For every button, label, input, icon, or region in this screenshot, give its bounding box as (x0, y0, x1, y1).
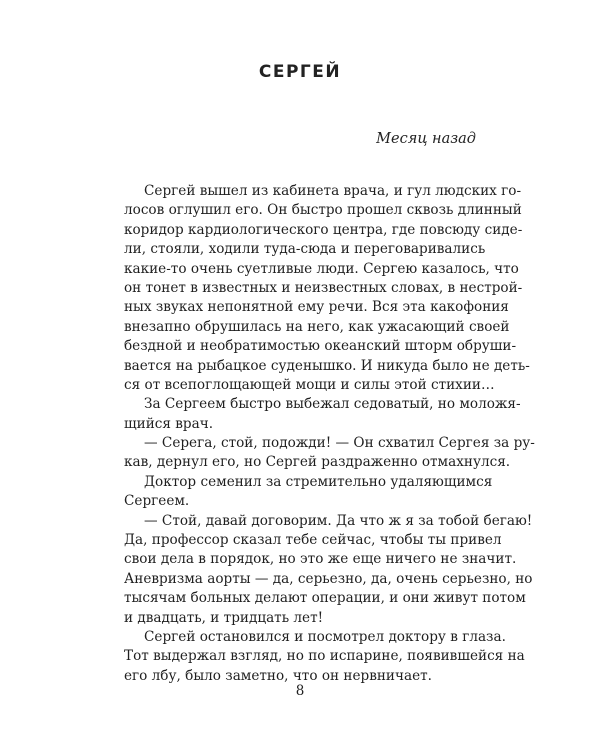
text-line: он тонет в известных и неизвестных словах, в нестрой- (124, 279, 523, 296)
page-number: 8 (295, 683, 305, 699)
text-line: тысячам больных делают операции, и они живут потом (124, 590, 526, 607)
text-line: вается на рыбацкое суденышко. И никуда было не деть- (124, 357, 530, 374)
body-text (124, 182, 535, 686)
text-line: щийся врач. (124, 415, 214, 432)
text-line: Сергеем. (124, 493, 190, 510)
paragraph (124, 628, 525, 686)
text-line: ли, стояли, ходили туда-сюда и переговаривались (124, 241, 486, 258)
paragraph (124, 473, 493, 512)
text-line: Да, профессор сказал тебе сейчас, чтобы ты привел (124, 532, 502, 549)
text-line: кав, дернул его, но Сергей раздраженно отмахнулся. (124, 454, 511, 471)
text-line: внезапно обрушилась на него, как ужасающий своей (124, 318, 510, 335)
text-line: Сергей остановился и посмотрел доктору в глаза. (144, 628, 506, 645)
text-line: и двадцать, и тридцать лет! (124, 609, 324, 626)
text-line: — Серега, стой, подожди! — Он схватил Сергея за ру- (144, 435, 535, 452)
text-line: какие-то очень суетливые люди. Сергею казалось, что (124, 260, 519, 277)
text-line: лосов оглушил его. Он быстро прошел сквозь длинный (124, 202, 522, 219)
text-line: коридор кардиологического центра, где повсюду сиде- (124, 221, 523, 238)
chapter-title: СЕРГЕЙ (258, 62, 342, 82)
text-line: ных звуках непонятной ему речи. Вся эта какофония (124, 299, 509, 316)
text-line: Сергей вышел из кабинета врача, и гул людских го- (144, 183, 522, 199)
paragraph (124, 512, 533, 628)
paragraph (124, 182, 530, 395)
paragraph (124, 434, 535, 473)
text-line: бездной и необратимостью океанский шторм обруши- (124, 338, 517, 355)
text-line: Тот выдержал взгляд, но по испарине, появившейся на (124, 648, 525, 665)
text-line: За Сергеем быстро выбежал седоватый, но моложя- (144, 396, 521, 413)
text-line: — Стой, давай договорим. Да что ж я за тобой бегаю! (144, 512, 533, 529)
chapter-epigraph: Месяц назад (376, 131, 476, 147)
text-line: Доктор семенил за стремительно удаляющимся (144, 473, 493, 490)
paragraph (124, 395, 521, 434)
text-line: свои дела в порядок, но это же еще ничего не значит. (124, 551, 517, 568)
text-line: Аневризма аорты — да, серьезно, да, очень серьезно, но (124, 570, 533, 587)
text-line: его лбу, было заметно, что он нервничает. (124, 667, 432, 684)
text-line: ся от всепоглощающей мощи и силы этой стихии… (124, 376, 495, 393)
